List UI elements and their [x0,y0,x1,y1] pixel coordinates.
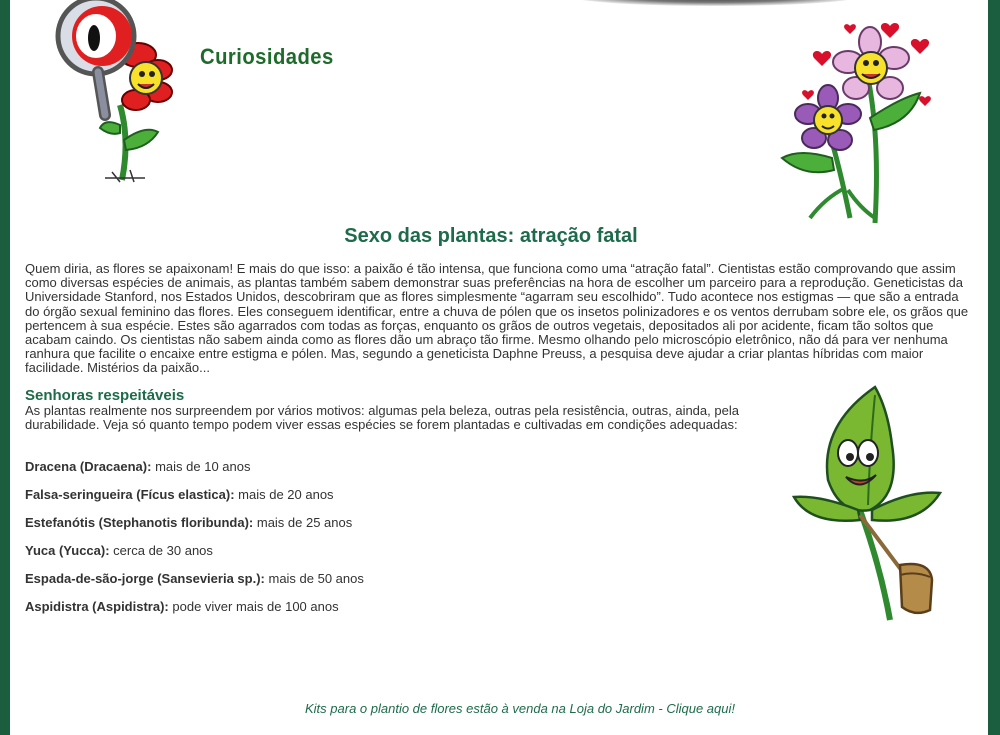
top-shadow-decoration [570,0,860,6]
species-name: Falsa-seringueira (Fícus elastica): [25,487,235,502]
flowers-in-love-illustration [770,18,940,228]
species-item [25,571,765,599]
subheading-paragraph: As plantas realmente nos surpreendem por vários motivos: algumas pela beleza, outras pela resistência, outras, ainda, pela durabilidade. Veja só quanto tempo podem viver essas espécies se forem plantadas e cultivadas em condições adequadas: [25,403,739,433]
species-item [25,543,765,571]
species-item [25,459,765,487]
species-lifespan: cerca de 30 anos [113,543,213,558]
species-lifespan: mais de 10 anos [155,459,251,474]
section-title: Curiosidades [200,44,334,69]
species-name: Dracena (Dracaena): [25,459,152,474]
article-intro-paragraph: Quem diria, as flores se apaixonam! E mais do que isso: a paixão é tão intensa, que funciona como uma “atração fatal”. Cientistas estão comprovando que assim como diversas espécies de animais, as plantas também sabem demonstrar suas preferências na hora de escolher um parceiro para a reprodução. Geneticistas da Universidade Stanford, nos Estados Unidos, descobriram que as flores simplesmente “agarram seu escolhido”. Tudo acontece nos estigmas — que são a entrada do órgão sexual feminino das flores. Eles conseguem identificar, entre a chuva de pólen que os insetos polinizadores e os ventos derrubam sobre ele, os grãos que pertencem à sua espécie. Estes são agarrados com todas as forças, enquanto os grãos de outros vegetais, depositados ali por acidente, ficam tão soltos que acabam caindo. Os cientistas não sabem ainda como as flores dão um abraço tão firme. Mesmo olhando pelo microscópio eletrônico, não dá para ver nenhuma ranhura que facilite o encaixe entre estigma e pólen. Mas, segundo a geneticista Daphne Preuss, a pesquisa deve ajudar a criar plantas híbridas com maior facilidade. Mistérios da paixão... [25,261,969,376]
magnifier-flower-illustration [50,0,180,190]
species-lifespan: pode viver mais de 100 anos [172,599,339,614]
species-lifespan: mais de 20 anos [238,487,334,502]
page-content [10,0,988,735]
species-name: Estefanótis (Stephanotis floribunda): [25,515,254,530]
species-lifespan: mais de 50 anos [268,571,364,586]
leaf-character-illustration [780,385,950,630]
shop-kits-link[interactable]: Kits para o plantio de flores estão à venda na Loja do Jardim - Clique aqui! [305,701,735,716]
article-headline: Sexo das plantas: atração fatal [344,225,638,247]
species-item [25,599,765,627]
species-item [25,515,765,543]
species-name: Yuca (Yucca): [25,543,110,558]
species-lifespan: mais de 25 anos [256,515,353,530]
species-name: Espada-de-são-jorge (Sansevieria sp.): [25,571,265,586]
subheading-senhoras: Senhoras respeitáveis [25,387,185,404]
species-name: Aspidistra (Aspidistra): [25,599,169,614]
species-item [25,487,765,515]
species-list [25,459,765,627]
